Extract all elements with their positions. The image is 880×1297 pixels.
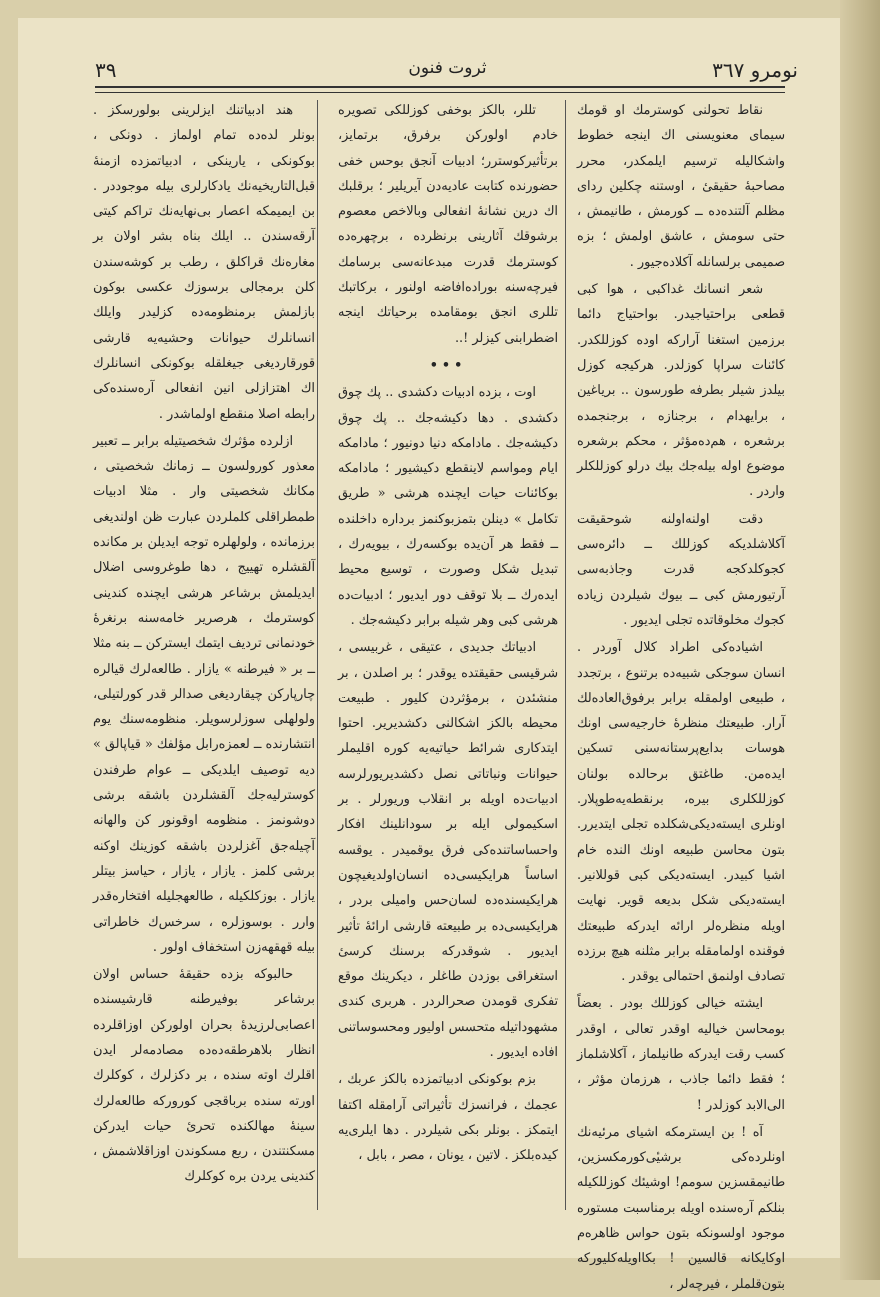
magazine-title: ثروت فنون xyxy=(408,58,487,78)
paragraph: اشیاده‌کی اطراد کلال آوردر . انسان سوجکی شبیه‌ده برتنوع ، برتجدد ، طبیعی اولمقله برابر برفوق‌العاده‌لك آرار. طبیعتك منظرهٔ خارجیه‌سی اونك هوسات بدایع‌پرستانه‌سنی تسکین ایده‌من. طاغتق برحالده بولنان کوزللکلری بیره، برنقطه‌یه‌طوپلار. اونلری ایسته‌دیکی‌شکلده تجلی ایتدیرر. بتون محاسن طبیعه اونك النده خام اشیا کبیدر. ایسته‌دیکی کبی قوللانیر. ایسته‌دیکی شکل بدیعه قویر. نهایت اویله منظره‌لر ارائه ایدرکه طبیعتك فوقنده اولمامقله برابر مثلنه هیچ برزده تصادف اولنمق احتمالی یوقدر . xyxy=(577,640,785,985)
issue-number: نومرو ۳٦٧ xyxy=(712,58,798,82)
column-middle xyxy=(338,98,558,1213)
column-divider xyxy=(317,100,318,1210)
paragraph: اوت ، بزده ادبیات دکشدی .. پك چوق دکشدی . دها دکیشه‌جك .. پك چوق دکیشه‌جك . مادامکه دنیا دونیور ؛ مادامکه ایام ومواسم لاینقطع دکیشیور ؛ مادامکه بوکائنات حیات ایچنده هرشی « طریق تکامل » دینلن بتمزبوکنمز برداره داخلنده ــ فقط هر آن‌یده بوکسه‌رك ، بیویه‌رك ، تبدیل شکل وصورت ، توسیع محیط ایده‌رك ــ بلا توقف دور ایدیور ؛ ادبیات‌ده هرشی کبی وهر شیله برابر دکیشه‌جك . xyxy=(338,385,558,628)
paragraph: شعر انسانك غداکبی ، هوا کبی قطعی براحتیاجیدر. بواحتیاج دائما برزمین استغنا آرارکه اوده کوزللکدر. کائنات سراپا کوزلدر. هرکیجه کوزل بیلدز شیلر بطرفه طورسون .. بریاغین ، برایهدام ، برجنازه ، برجنجمده برشعره ، هم‌ده‌مؤثر ، محکم برشعره موضوع اوله بیله‌جك بیك درلو کوزللکلر واردر . xyxy=(577,282,785,500)
paragraph: آه ! بن ایسترمکه اشیای مرئیه‌نك اونلرده‌کی برشیٔی‌کورمکسزین، طانیمقسزین سومم! اوشیئك کوزللکیله بنلکم آره‌سنده اویله برمناسبت مستوره موجود اولسونکه بتون حواس ظاهره‌م اوکایکانه قالسین ! بکااویله‌کلیورکه بتون‌قلملر ، فیرچه‌لر ، xyxy=(577,1124,785,1292)
paragraph: ایشته خیالی کوزللك بودر . بعضاً بومحاسن خیالیه اوقدر تعالی ، اوقدر کسب رقت ایدرکه طانیلماز ، آکلاشلماز ؛ فقط دائما جاذب ، هرزمان مؤثر ، الی‌الابد کوزلدر ! xyxy=(577,996,785,1113)
paragraph: هند ادبیاتنك ایزلرینی بولورسکز . بونلر لده‌ده تمام اولماز . دونکی ، بوکونکی ، یارینکی ، ادبیاتمزده ازمنهٔ قبل‌التاریخیه‌نك یادکارلری بیله موجوددر . بن ایمیمکه اعصار بی‌نهایه‌نك تراکم کیتی آرقه‌سندن .. ایلك بناه بشر اولان بر مغاره‌نك قراکلق ، رطب بر کوشه‌سندن کلن برمجالی برسوزك عکسی بوکون بازلمش برمنظومه‌ده کزلیدر وایلك انسانلرك حیوانات وحشیه‌یه قارشی قورقاردیغی جیغلقله بوکونکی انسانلرك اك اهتزازلی انین انفعالی آره‌سنده‌کی رابطه اصلا منقطع اولماشدر . xyxy=(93,103,315,422)
column-left xyxy=(93,98,315,1213)
paragraph: حالبوکه بزده حقیقهٔ حساس اولان برشاعر بوفیرطنه قارشیسنده اعصابی‌لرزیدهٔ بحران اولورکن اوزاقلرده انظار بلاهرطقه‌ده‌ده مصادمه‌لر ایدن اقلرك اوته سنده ، بر دکزلرك ، کوکلرك اورته سنده برباقجی کورورکه طالعه‌لرك سینهٔ مهالکنده تحریٔ حیات ایدرکن مسکنتندن ، ربع مسکوندن اوزاقلاشمش ، کندینی یردن بره کوکلرك xyxy=(93,967,315,1185)
column-right xyxy=(577,98,785,1292)
page-number: ۳۹ xyxy=(95,58,117,82)
paragraph: ازلرده مؤثرك شخصیتیله برابر ــ تعبیر معذور کورولسون ــ زمانك شخصیتی ، مکانك شخصیتی وار . مثلا ادبیات طمطراقلی کلملردن عبارت ظن اولندیغی برزمانده ، ولولهلره توجه ایدیلن بر مکانده آلقشلره تهییج ، دها طوغروسی اضلال ایدیلمش برشاعر هرشی ایچنده کندینی کوسترمك ، هرصریر خامه‌سنه برنغرهٔ خودنمانی تردیف ایتمك ایستركن ــ بنه مثلا ــ بر « فیرطنه » یازار . طالعه‌لرك قیالره چارپارکن چیقاردیغی صدالر قدر کورلتیلی، ولولهلی سوزلرسویلر. منظومه‌سنك یوم انتشارنده ــ لعمزه‌رابل مؤلفك « قیاپالق » دیه توصیف ایلدیکی ــ عوام طرفندن کوسترلیه‌جك آلقشلردن باشقه برشی دوشونمز . منظومه اوقونور کن والهانه آچیله‌جق آغزلردن باشقه کوزینك اوکنه برشی کلمز . یازار ، یازار ، حیاسز بیتلر یازار . بوزکلکیله ، طالعهجلیله افتخاره‌قدر وارر . بوسوزلره ، سرخس‌ك خاطراتی بیله قهقهه‌زن استخفاف اولور . xyxy=(93,433,315,955)
paragraph: ادبیاتك جدیدی ، عتیقی ، غربیسی ، شرقیسی حقیقتده یوقدر ؛ بر اصلدن ، بر منشئدن ، برمؤثردن کلیور . طبیعت محیطه بالکز اشکالنی دکشدیریر. احتوا ایتدکاری شرائط حیاتیه‌یه کوره اقلیملر حیوانات ونباتاتی نصل دکشدیریورلرسه ادبیات‌ده اویله بر انقلاب وریورلر . بر اسکیمولی ایله بر سودانلینك افکار واحساساتنده‌کی فرق یوقمیدر . یوقسه اساساً هرایکیسی‌ده انسان‌اولدیغیچون هرایکیسنده‌ده لسان‌حس وامیلی بردر ، هرایکیسی‌ده بر طبیعته قارشی ارائهٔ تأثیر ایدیور . شوقدرکه برسنك کرسیٔ استغراقی بوزدن طاغلر ، دیکرینك موقع تفکری قومدن صحرالردر . هربری کندی مشهوداتیله متحسس اولیور ومحسوساتنی افاده ایدیور . xyxy=(338,640,558,1060)
section-separator: ••• xyxy=(429,357,467,373)
paragraph: بزم بوکونکی ادبیاتمزده بالکز عربك ، عجمك ، فرانسزك تأثیراتی آرامقله اکتفا ایتمکز . بونلر بکی شیلردر . دها ایلری‌یه کیده‌بلکز . لاتین ، یونان ، مصر ، بابل ، xyxy=(338,1072,558,1164)
header-rule-thin xyxy=(95,92,785,93)
page-header xyxy=(95,40,800,84)
header-rule xyxy=(95,86,785,88)
page-binding xyxy=(840,0,880,1280)
paragraph: دقت اولنه‌اولنه شوحقیقت آکلاشلدیکه کوزللك ــ دائره‌سی کجوکلدکجه قدرت وجاذبه‌سی آرتیورمش کبی ــ بیوك شیلردن زیاده کجوك مخلوقاتده تجلی ایدیور . xyxy=(577,511,785,628)
column-divider xyxy=(565,100,566,1210)
paragraph: نقاط تحولنی کوسترمك او قومك سیمای معنویسنی اك اینجه خطوط واشکالیله ترسیم ایلمکدر، محرر مصاحبهٔ حقیقیٔ ، اوستنه چکلین ردای مظلم آلتنده‌ده ــ کورمش ، طانیمش ، حتی سومش ، عاشق اولمش ؛ بزه صمیمی برلسانله آکلاده‌جیور . xyxy=(577,103,785,270)
paragraph: تللر، بالکز بوخفی کوزللکی تصویره خادم اولورکن برفرق، برتمایز، برتأثیرکوسترر؛ ادبیات آنجق بوحس خفی حضورنده کتابت عادیه‌دن آیریلیر ؛ برقلبك اك درین نشانهٔ انفعالی وبالاخص معصوم برشوقك آثارینی برنظرده ، برچهره‌ده کوسترمك قدرت مبدعانه‌سی برسامك فیرچه‌سنه بوراده‌افاضه اولنور ، برکاتبك تللری انجق بومقامده برحیاتك اینجه اضطرابنی کیزلر !.. xyxy=(338,103,558,346)
